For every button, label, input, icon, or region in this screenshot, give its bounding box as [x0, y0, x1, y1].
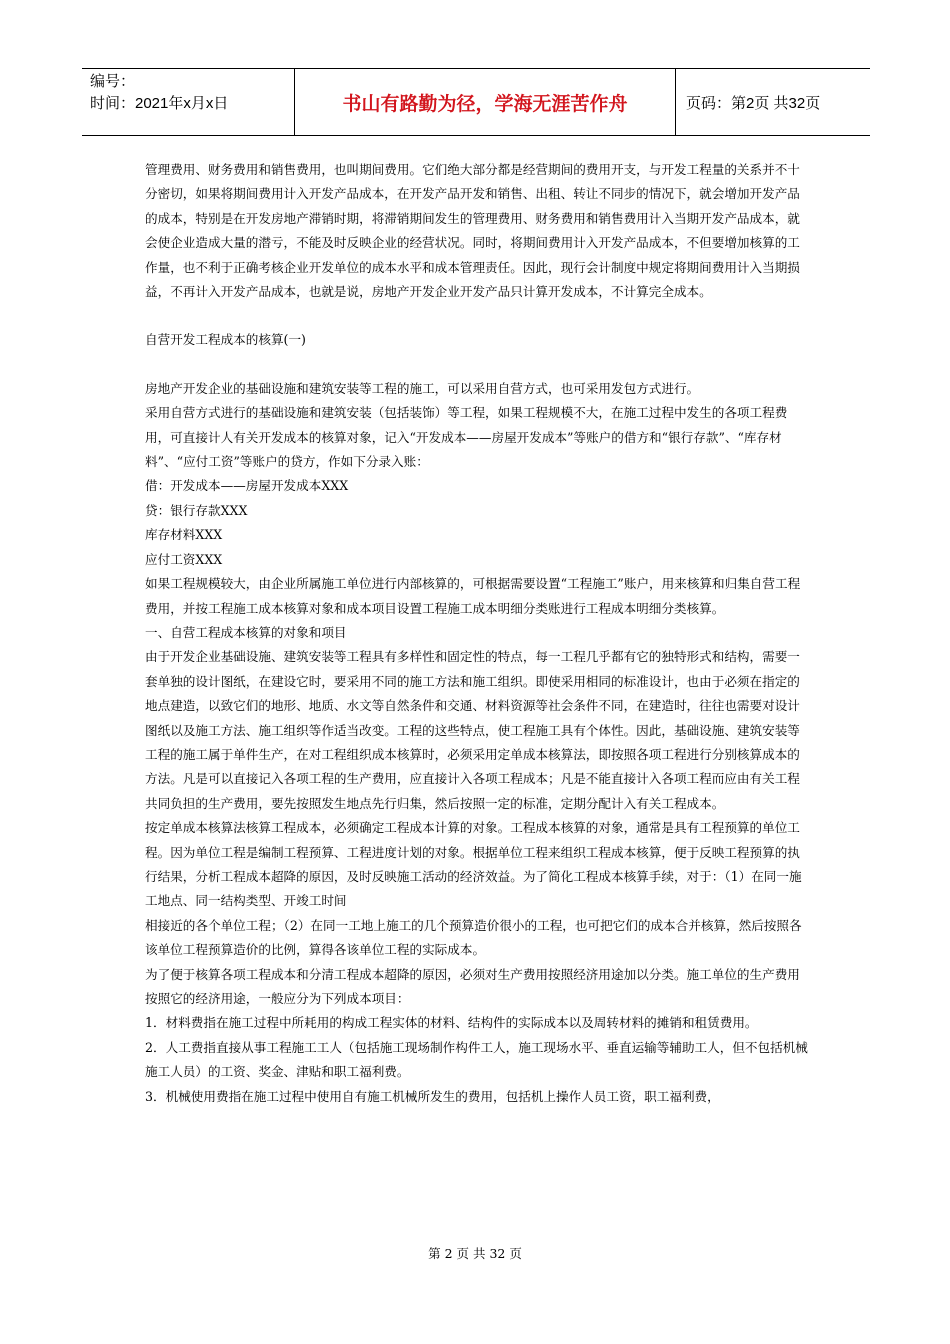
section-title: 自营开发工程成本的核算(一) [145, 332, 306, 348]
paragraph: 由于开发企业基础设施、建筑安装等工程具有多样性和固定性的特点，每一工程几乎都有它的独特形式和结构，需要一套单独的设计图纸，在建设它时，要采用不同的施工方法和施工组织。即使采用相同的标准设计，也由于必须在指定的地点建造，以致它们的地形、地质、水文等自然条件和交通、材料资源等社会条件不同，在建造时，往往也需要对设计图纸以及施工方法、施工组织等作适当改变。工程的这些特点，使工程施工具有个体性。因此，基础设施、建筑安装等工程的施工属于单件生产，在对工程组织成本核算时，必须采用定单成本核算法，即按照各项工程进行分别核算成本的方法。凡是可以直接记入各项工程的生产费用，应直接计入各项工程成本；凡是不能直接计入各项工程而应由有关工程共同负担的生产费用，要先按照发生地点先行归集，然后按照一定的标准，定期分配计入有关工程成本。 [145, 649, 800, 811]
spacer [145, 353, 810, 377]
paragraph: 为了便于核算各项工程成本和分清工程成本超降的原因，必须对生产费用按照经济用途加以分类。施工单位的生产费用按照它的经济用途，一般应分为下列成本项目： [145, 966, 800, 1006]
paragraph: 相接近的各个单位工程；（2）在同一工地上施工的几个预算造价很小的工程，也可把它们的成本合并核算，然后按照各该单位工程预算造价的比例，算得各该单位工程的实际成本。 [145, 917, 802, 958]
cost-item: 1．材料费指在施工过程中所耗用的构成工程实体的材料、结构件的实际成本以及周转材料的摊销和租赁费用。 [145, 1015, 758, 1031]
journal-entry: 库存材料XXX [145, 527, 223, 543]
paragraph: 房地产开发企业的基础设施和建筑安装等工程的施工，可以采用自营方式，也可采用发包方式进行。 [145, 380, 700, 396]
document-body [145, 158, 810, 1109]
subsection-heading: 一、自营工程成本核算的对象和项目 [145, 624, 347, 640]
journal-entry: 应付工资XXX [145, 551, 223, 567]
document-number-label: 编号： [90, 73, 136, 90]
spacer [145, 304, 810, 328]
header-motto: 书山有路勤为径，学海无涯苦作舟 [295, 69, 676, 135]
header-page-info: 页码：第2页 共32页 [686, 94, 821, 112]
journal-entry: 贷：银行存款XXX [145, 502, 248, 518]
paragraph: 按定单成本核算法核算工程成本，必须确定工程成本计算的对象。工程成本核算的对象，通常是具有工程预算的单位工程。因为单位工程是编制工程预算、工程进度计划的对象。根据单位工程来组织工程成本核算，便于反映工程预算的执行结果，分析工程成本超降的原因，及时反映施工活动的经济效益。为了简化工程成本核算手续，对于：（1）在同一施工地点、同一结构类型、开竣工时间 [145, 820, 802, 909]
paragraph: 采用自营方式进行的基础设施和建筑安装（包括装饰）等工程，如果工程规模不大，在施工过程中发生的各项工程费用，可直接计人有关开发成本的核算对象，记入“开发成本——房屋开发成本”等账户的借方和“银行存款”、“库存材料”、“应付工资”等账户的贷方，作如下分录入账： [145, 405, 788, 470]
journal-entry: 借：开发成本——房屋开发成本XXX [145, 478, 349, 494]
page-footer: 第 2 页 共 32 页 [428, 1246, 522, 1261]
document-date: 时间：2021年x月x日 [90, 95, 229, 112]
cost-item: 3．机械使用费指在施工过程中使用自有施工机械所发生的费用，包括机上操作人员工资，职工福利费， [145, 1088, 720, 1104]
page-header [82, 68, 870, 136]
paragraph: 管理费用、财务费用和销售费用，也叫期间费用。它们绝大部分都是经营期间的费用开支，与开发工程量的关系并不十分密切，如果将期间费用计入开发产品成本，在开发产品开发和销售、出租、转让不同步的情况下，就会增加开发产品的成本，特别是在开发房地产滞销时期，将滞销期间发生的管理费用、财务费用和销售费用计入当期开发产品成本，就会使企业造成大量的潜亏，不能及时反映企业的经营状况。同时，将期间费用计入开发产品成本，不但要增加核算的工作量，也不利于正确考核企业开发单位的成本水平和成本管理责任。因此，现行会计制度中规定将期间费用计入当期损益，不再计入开发产品成本，也就是说，房地产开发企业开发产品只计算开发成本，不计算完全成本。 [145, 162, 800, 300]
header-meta [82, 69, 295, 135]
cost-item: 2．人工费指直接从事工程施工工人（包括施工现场制作构件工人，施工现场水平、垂直运输等辅助工人，但不包括机械施工人员）的工资、奖金、津贴和职工福利费。 [145, 1039, 808, 1080]
paragraph: 如果工程规模较大，由企业所属施工单位进行内部核算的，可根据需要设置“工程施工”账户，用来核算和归集自营工程费用，并按工程施工成本核算对象和成本项目设置工程施工成本明细分类账进行工程成本明细分类核算。 [145, 576, 801, 616]
